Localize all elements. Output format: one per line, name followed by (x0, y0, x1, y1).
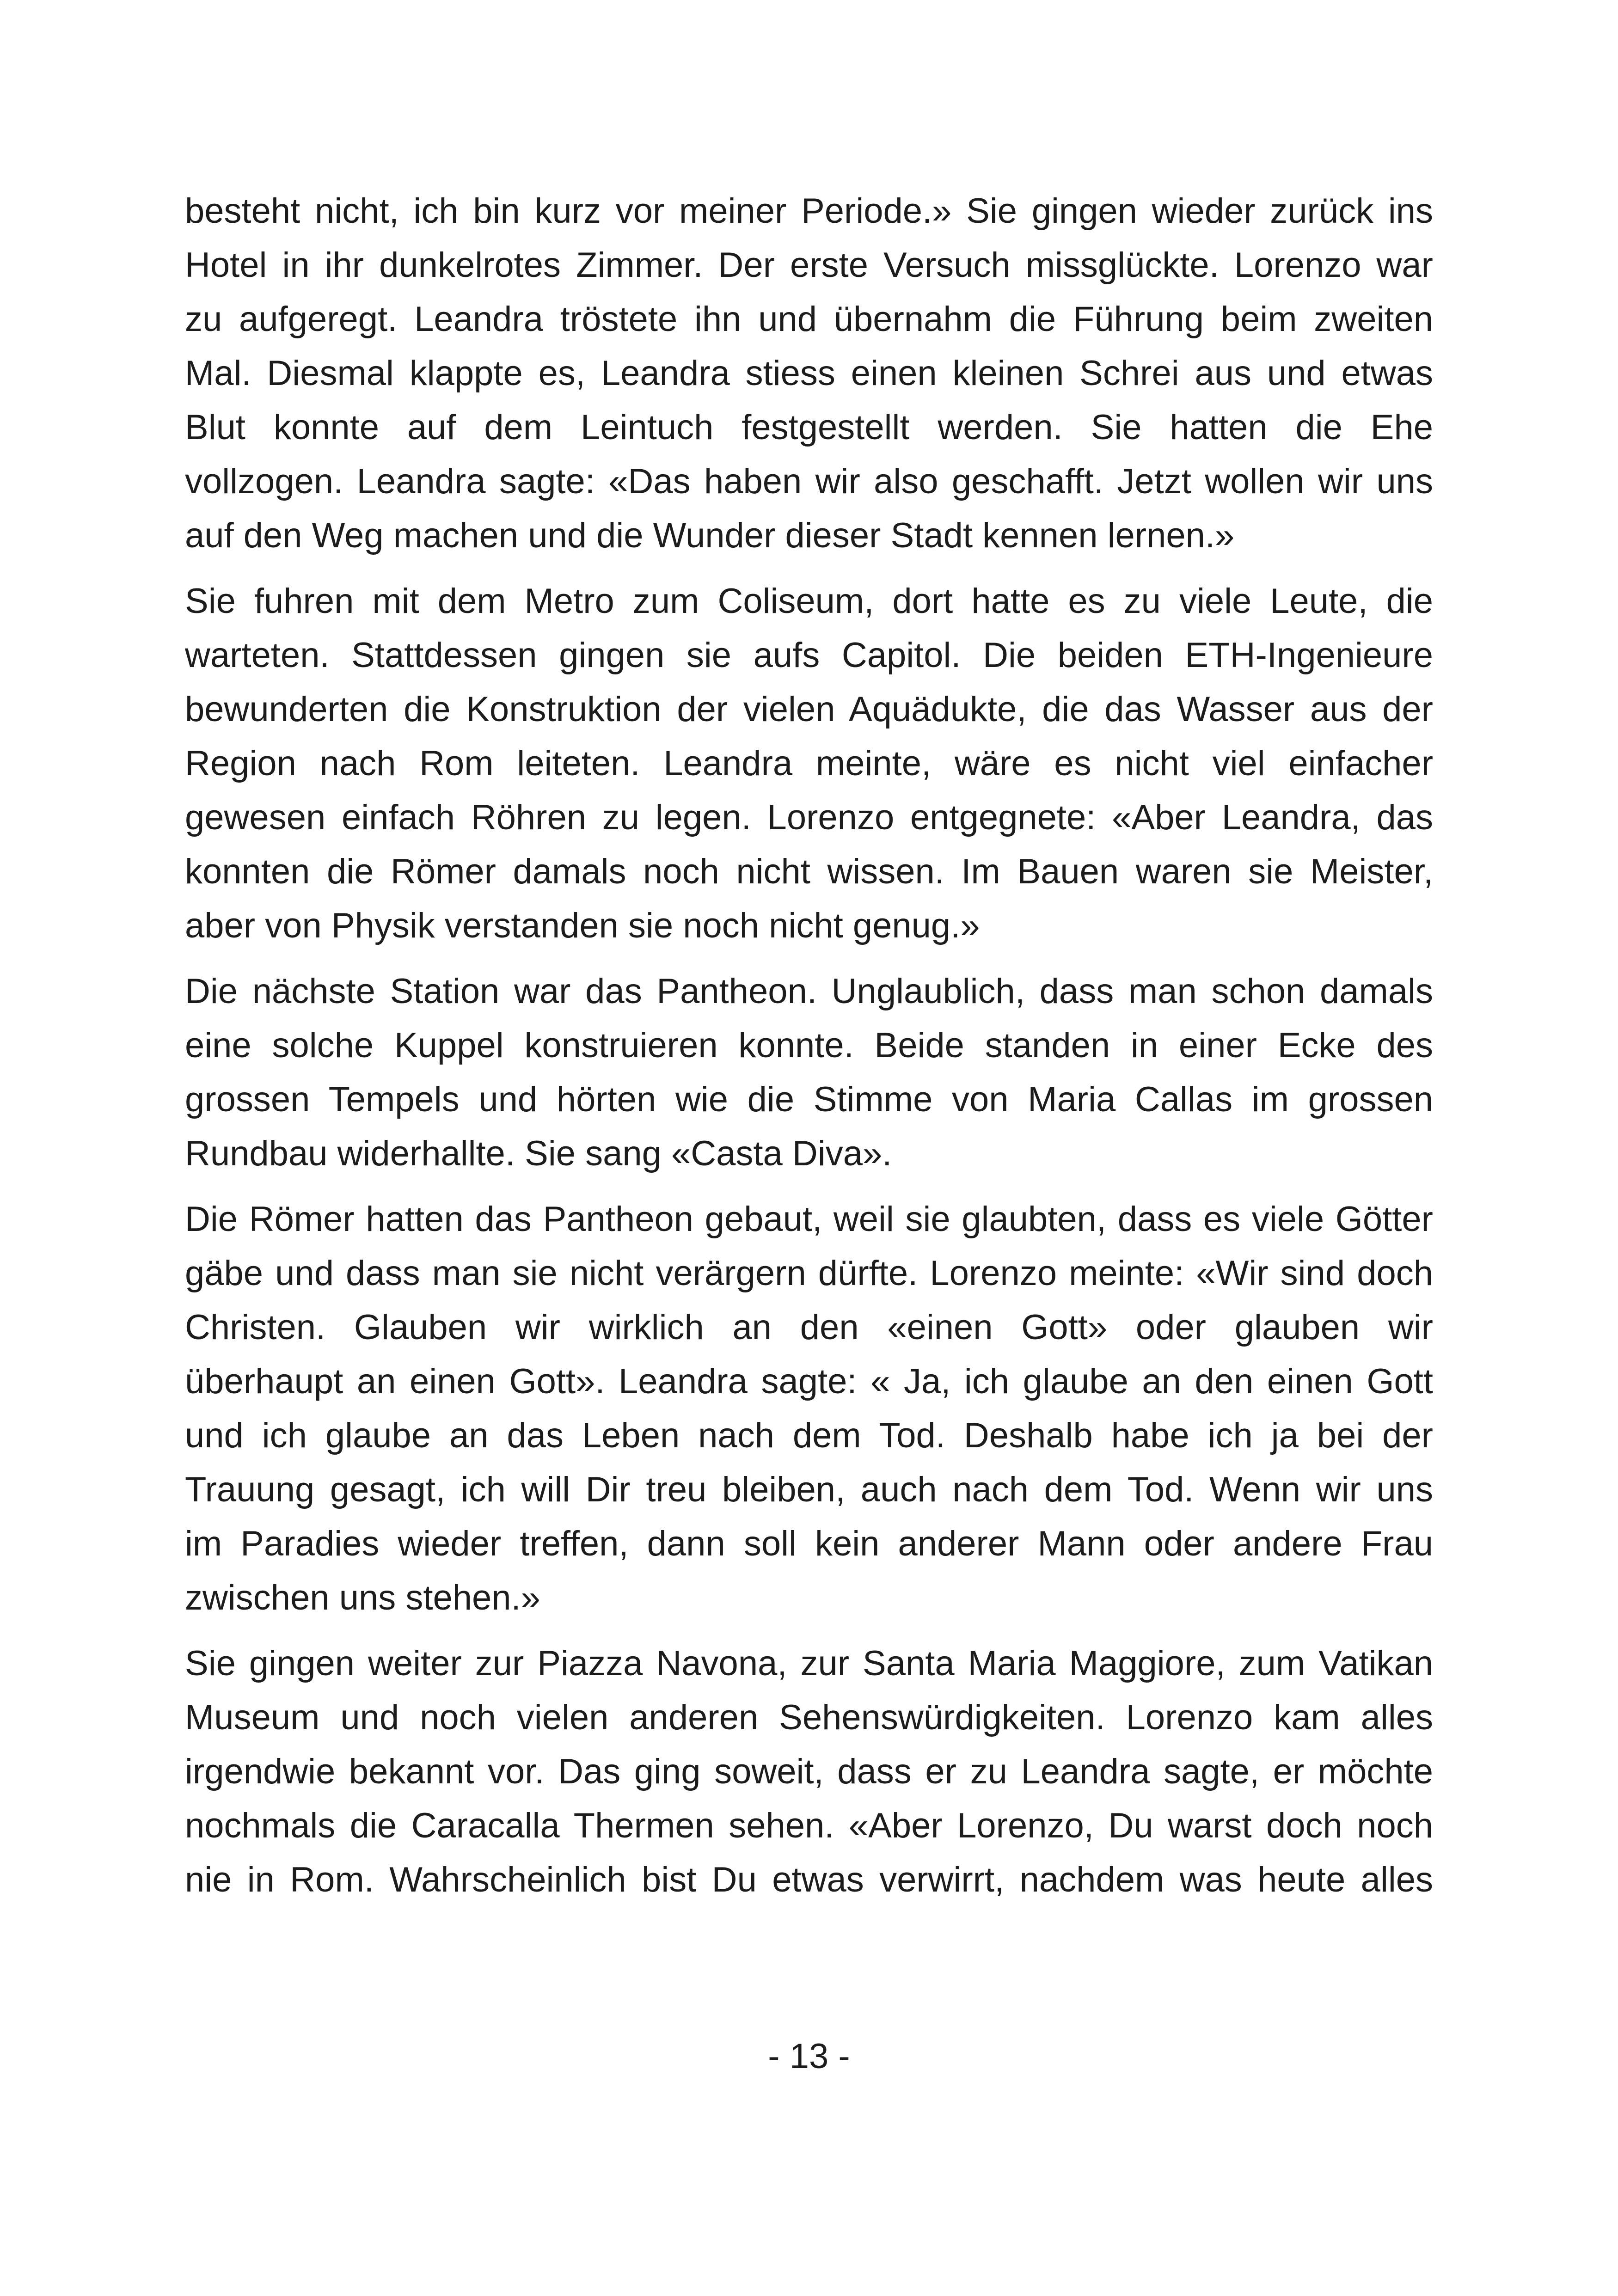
text-line: Mal. Diesmal klappte es, Leandra stiess einen kleinen Schrei aus und etwas (185, 354, 1433, 393)
text-line: im Paradies wieder treffen, dann soll kein anderer Mann oder andere Frau (185, 1524, 1433, 1563)
text-line: Blut konnte auf dem Leintuch festgestellt werden. Sie hatten die Ehe (185, 408, 1433, 447)
text-line: überhaupt an einen Gott». Leandra sagte: « Ja, ich glaube an den einen Gott (185, 1362, 1433, 1401)
paragraph-1 (185, 184, 1433, 563)
paragraph-4 (185, 1192, 1433, 1625)
text-line: gewesen einfach Röhren zu legen. Lorenzo entgegnete: «Aber Leandra, das (185, 798, 1433, 837)
text-line: Sie fuhren mit dem Metro zum Coliseum, dort hatte es zu viele Leute, die (185, 582, 1433, 621)
text-line: vollzogen. Leandra sagte: «Das haben wir also geschafft. Jetzt wollen wir uns (185, 462, 1433, 501)
text-line: Die Römer hatten das Pantheon gebaut, weil sie glaubten, dass es viele Götter (185, 1200, 1433, 1239)
text-line: zu aufgeregt. Leandra tröstete ihn und übernahm die Führung beim zweiten (185, 300, 1433, 339)
text-line: Region nach Rom leiteten. Leandra meinte, wäre es nicht viel einfacher (185, 744, 1433, 783)
text-line: gäbe und dass man sie nicht verärgern dürfte. Lorenzo meinte: «Wir sind doch (185, 1254, 1433, 1293)
text-line: irgendwie bekannt vor. Das ging soweit, dass er zu Leandra sagte, er möchte (185, 1752, 1433, 1791)
text-line: nie in Rom. Wahrscheinlich bist Du etwas verwirrt, nachdem was heute alles (185, 1860, 1433, 1899)
paragraph-5 (185, 1636, 1433, 1907)
text-line: Hotel in ihr dunkelrotes Zimmer. Der erste Versuch missglückte. Lorenzo war (185, 245, 1433, 285)
text-line: Die nächste Station war das Pantheon. Unglaublich, dass man schon damals (185, 972, 1433, 1011)
paragraph-2 (185, 574, 1433, 953)
page-number: - 13 - (768, 2037, 850, 2076)
body-text (185, 184, 1433, 1918)
text-line: Museum und noch vielen anderen Sehenswürdigkeiten. Lorenzo kam alles (185, 1698, 1433, 1737)
text-line: Trauung gesagt, ich will Dir treu bleiben, auch nach dem Tod. Wenn wir uns (185, 1470, 1433, 1509)
text-line: besteht nicht, ich bin kurz vor meiner Periode.» Sie gingen wieder zurück ins (185, 191, 1433, 231)
text-line: auf den Weg machen und die Wunder dieser Stadt kennen lernen.» (185, 516, 1235, 555)
text-line: grossen Tempels und hörten wie die Stimme von Maria Callas im grossen (185, 1080, 1433, 1119)
paragraph-3 (185, 964, 1433, 1181)
text-line: warteten. Stattdessen gingen sie aufs Capitol. Die beiden ETH-Ingenieure (185, 636, 1433, 675)
text-line: eine solche Kuppel konstruieren konnte. Beide standen in einer Ecke des (185, 1026, 1433, 1065)
text-line: aber von Physik verstanden sie noch nicht genug.» (185, 906, 980, 945)
text-line: Christen. Glauben wir wirklich an den «einen Gott» oder glauben wir (185, 1308, 1433, 1347)
text-line: Rundbau widerhallte. Sie sang «Casta Diva». (185, 1134, 892, 1173)
text-line: und ich glaube an das Leben nach dem Tod. Deshalb habe ich ja bei der (185, 1416, 1433, 1455)
text-line: nochmals die Caracalla Thermen sehen. «Aber Lorenzo, Du warst doch noch (185, 1806, 1433, 1845)
text-line: Sie gingen weiter zur Piazza Navona, zur Santa Maria Maggiore, zum Vatikan (185, 1644, 1433, 1683)
text-line: bewunderten die Konstruktion der vielen Aquädukte, die das Wasser aus der (185, 690, 1433, 729)
text-line: zwischen uns stehen.» (185, 1578, 540, 1617)
text-line: konnten die Römer damals noch nicht wissen. Im Bauen waren sie Meister, (185, 852, 1433, 891)
